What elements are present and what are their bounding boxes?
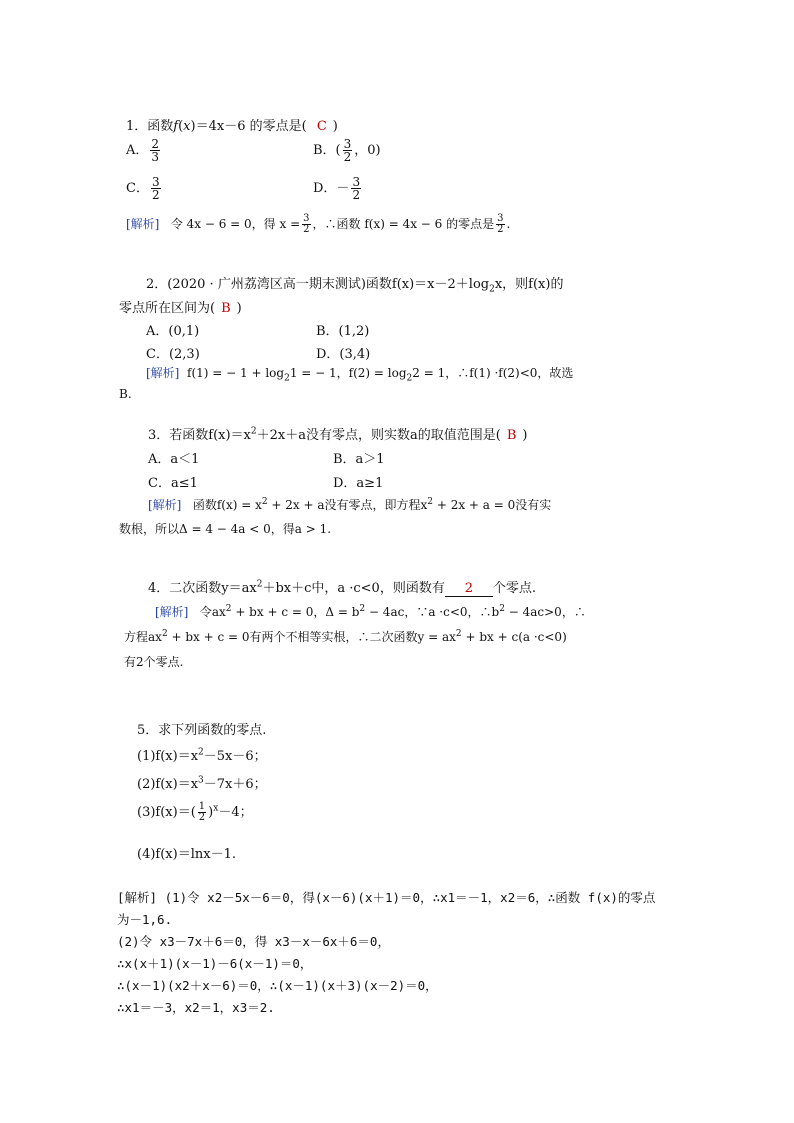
q2-option-c: C．(2,3) — [146, 347, 200, 362]
q2-option-d: D．(3,4) — [316, 347, 371, 362]
q1-stem: 1．函数f(x)＝4x－6 的零点是( C ) — [126, 119, 338, 134]
q2-option-a: A．(0,1) — [146, 324, 200, 339]
q4-answer: 2 — [445, 581, 493, 597]
q5-explanation-line1: [解析] (1)令 x2－5x－6＝0，得(x－6)(x＋1)＝0，∴x1＝－1，x2＝6，∴函数 f(x)的零点 — [117, 890, 656, 905]
q2-explanation: [解析] f(1) = − $1 + \log_21$ = − 1，$f(2) = \log_22 = 1$，∴f(1) ·f(2)<0，故选 — [146, 366, 574, 384]
q4-explanation-line3: 有2个零点. — [124, 655, 184, 669]
q1-option-a: A． $\frac{2}{3}$ — [126, 137, 160, 164]
q5-explanation-line2: 为－1,6. — [117, 912, 173, 927]
q2-stem-line1: 2．(2020 · 广州荔湾区高一期末测试)函数$f(x)=x-2+\log_2x$，则f(x)的 — [146, 277, 564, 295]
q2-answer: B — [221, 301, 231, 316]
q3-option-a: A．a＜1 — [148, 452, 200, 467]
q5-part3: (3)f(x)＝( $\frac{1}{2}$ )$^x$－4； — [137, 801, 253, 823]
q2-stem-line2: 零点所在区间为( B ) — [119, 301, 242, 316]
q2-explanation-end: B. — [119, 387, 132, 401]
q3-explanation: [解析] 函数$f(x) = x^2 + 2x + a$没有零点，即方程$x^2 + 2x + a = 0$没有实 — [148, 497, 552, 512]
q5-part1: $(1)f(x)=x^2-5x-6$； — [137, 747, 267, 764]
q4-stem: 4．二次函数$y=ax^2+bx+c$中，a ·c<0，则函数有 2 个零点. — [148, 579, 536, 596]
q3-stem: 3．若函数$f(x)=x^2+2x+a$没有零点，则实数a的取值范围是( B ) — [148, 426, 528, 443]
q5-explanation-line5: ∴(x－1)(x2＋x－6)＝0，∴(x－1)(x＋3)(x－2)＝0， — [117, 978, 438, 993]
q5-stem: 5．求下列函数的零点. — [137, 723, 267, 738]
q5-part2: $(2)f(x)=x^3-7x+6$； — [137, 775, 267, 792]
q3-answer: B — [506, 428, 517, 443]
q5-explanation-line3: (2)令 x3－7x＋6＝0，得 x3－x－6x＋6＝0， — [117, 934, 390, 949]
q3-option-c: C．a≤1 — [148, 476, 198, 491]
q1-answer: C — [316, 119, 327, 134]
q4-explanation-line2: 方程$ax^2$ + bx + c = 0有两个不相等实根，∴二次函数$y = ax^2$ + bx + c(a ·c<0) — [124, 629, 567, 644]
q5-explanation-line4: ∴x(x＋1)(x－1)－6(x－1)＝0， — [117, 956, 313, 971]
q5-explanation-line6: ∴x1＝－3，x2＝1，x3＝2. — [117, 1000, 275, 1015]
q4-explanation-line1: [解析] 令$ax^2$ + bx + c = 0，$\Delta = b^2 - 4ac$，∵a ·c<0，$\therefore b^2 - 4ac>0$，∴ — [155, 604, 586, 619]
q3-option-b: B．a＞1 — [333, 452, 385, 467]
q5-part4: (4)f(x)＝lnx－1. — [137, 847, 236, 862]
q1-option-b: B．( $\frac{3}{2}$ ，0) — [313, 137, 381, 164]
q2-option-b: B．(1,2) — [316, 324, 370, 339]
q1-option-d: D．－ $\frac{3}{2}$ — [313, 175, 361, 202]
q3-option-d: D．a≥1 — [333, 476, 384, 491]
q1-explanation: [解析] 令 4x − 6 = 0，得 x = $\frac{3}{2}$ ，∴函数 f(x) = 4x − 6 的零点是 $\frac{3}{2}$ . — [126, 213, 511, 235]
q1-option-c: C． $\frac{3}{2}$ — [126, 175, 160, 202]
q3-explanation-end: 数根，所以Δ = 4 − 4a < 0，得a > 1. — [119, 522, 332, 536]
